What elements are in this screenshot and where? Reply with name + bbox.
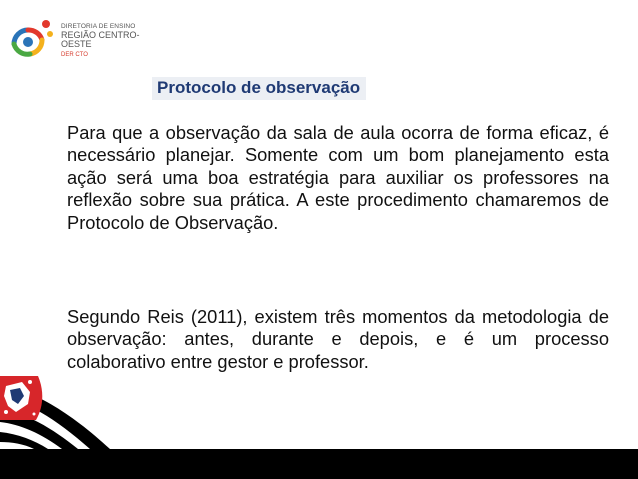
paragraph-2: Segundo Reis (2011), existem três momentos da metodologia de observação: antes, durante e depois, e é um processo colaborativo entre gestor e professor. (67, 306, 609, 372)
sao-paulo-flag-stripes-decoration (0, 372, 638, 479)
logo-line-3: DER CTO (61, 51, 88, 58)
logo-line-2: REGIÃO CENTRO-OESTE (61, 29, 140, 50)
paragraph-1: Para que a observação da sala de aula ocorra de forma eficaz, é necessário planejar. Somente com um bom planejamento esta ação será uma boa estratégia para auxiliar os professores na reflexão sobre sua prática. A este procedimento chamaremos de Protocolo de Observação. (67, 122, 609, 233)
logo (6, 10, 166, 62)
diretoria-logo-icon (6, 14, 56, 60)
logo-text (61, 24, 166, 58)
logo-line-1: DIRETORIA DE ENSINO (61, 23, 136, 30)
slide-title: Protocolo de observação (152, 77, 366, 100)
